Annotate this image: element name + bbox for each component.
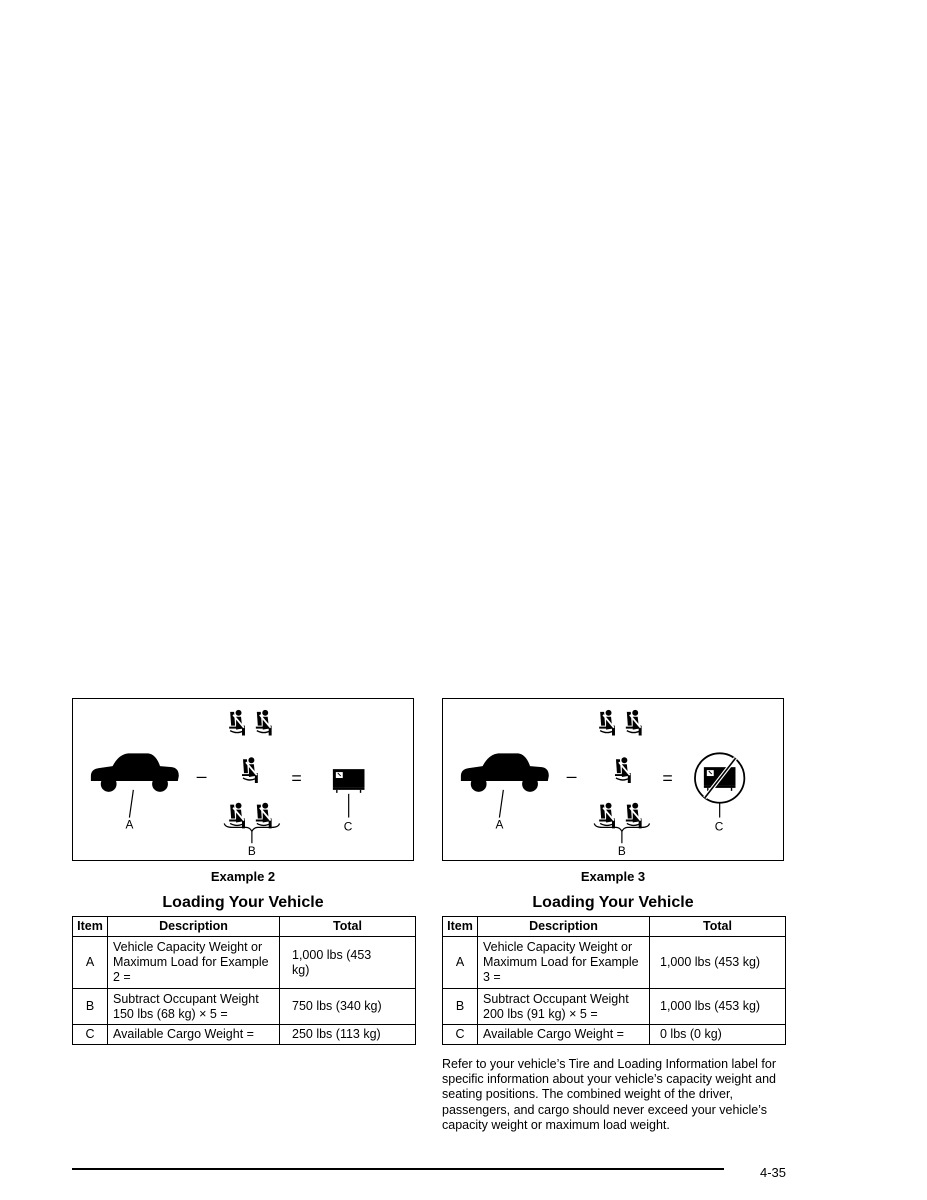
cell-item: B: [443, 989, 478, 1025]
example-3-illustration: [442, 698, 784, 861]
equals-sign: =: [662, 767, 673, 788]
page-number: 4-35: [760, 1165, 787, 1180]
table-header-row: [73, 917, 416, 937]
cell-description: Available Cargo Weight =: [108, 1025, 280, 1045]
table-row: [443, 937, 786, 989]
cell-description: Vehicle Capacity Weight or Maximum Load for Example 3 =: [478, 937, 650, 989]
seatbelt-occupant-icon: [242, 757, 258, 783]
footer-rule: [72, 1168, 724, 1170]
load-diagram: [73, 699, 413, 860]
table-header-row: [443, 917, 786, 937]
header-item: Item: [73, 917, 108, 937]
loading-table-example-2: [72, 916, 416, 1045]
cell-total: 750 lbs (340 kg): [280, 989, 416, 1025]
cell-description: Subtract Occupant Weight 150 lbs (68 kg) × 5 =: [108, 989, 280, 1025]
seatbelt-occupant-icon: [229, 710, 245, 736]
table-title: Loading Your Vehicle: [532, 894, 694, 911]
table-row: [73, 989, 416, 1025]
label-c: C: [714, 819, 724, 834]
no-cargo-icon: [695, 753, 744, 802]
cell-item: A: [73, 937, 108, 989]
label-b: B: [247, 844, 256, 859]
seatbelt-occupant-icon: [626, 803, 642, 829]
table-row: [443, 1025, 786, 1045]
seatbelt-occupant-icon: [256, 803, 272, 829]
cargo-icon: [333, 769, 365, 793]
header-total: Total: [650, 917, 786, 937]
header-description: Description: [108, 917, 280, 937]
figure-caption: Example 2: [210, 869, 276, 884]
label-a: A: [495, 817, 504, 832]
cell-total: 250 lbs (113 kg): [280, 1025, 416, 1045]
header-description: Description: [478, 917, 650, 937]
seatbelt-occupant-icon: [615, 757, 631, 783]
load-diagram: [443, 699, 783, 860]
cell-total: 0 lbs (0 kg): [650, 1025, 786, 1045]
figure-caption: Example 3: [580, 869, 646, 884]
seatbelt-occupant-icon: [599, 803, 615, 829]
cell-item: C: [73, 1025, 108, 1045]
seatbelt-occupant-icon: [229, 803, 245, 829]
table-row: [73, 937, 416, 989]
example-2-illustration: [72, 698, 414, 861]
seatbelt-occupant-icon: [599, 710, 615, 736]
cell-item: A: [443, 937, 478, 989]
cell-total: 1,000 lbs (453 kg): [650, 937, 786, 989]
cell-total: 1,000 lbs (453 kg): [650, 989, 786, 1025]
label-a: A: [125, 817, 134, 832]
header-item: Item: [443, 917, 478, 937]
table-row: [73, 1025, 416, 1045]
table-row: [443, 989, 786, 1025]
car-icon: [91, 753, 179, 792]
cell-description: Subtract Occupant Weight 200 lbs (91 kg) × 5 =: [478, 989, 650, 1025]
cell-description: Available Cargo Weight =: [478, 1025, 650, 1045]
car-icon: [461, 753, 549, 792]
label-b: B: [617, 844, 626, 859]
cell-item: B: [73, 989, 108, 1025]
cell-description: Vehicle Capacity Weight or Maximum Load for Example 2 =: [108, 937, 280, 989]
cell-item: C: [443, 1025, 478, 1045]
equals-sign: =: [291, 767, 302, 788]
loading-info-paragraph: Refer to your vehicle’s Tire and Loading Information label for specific information about your vehicle’s capacity weight and seating positions. The combined weight of the driver, passengers, and cargo should never exceed your vehicle’s capacity weight or maximum load weight.: [442, 1057, 776, 1132]
label-c: C: [343, 819, 353, 834]
minus-sign: –: [566, 765, 577, 786]
header-total: Total: [280, 917, 416, 937]
seatbelt-occupant-icon: [256, 710, 272, 736]
loading-table-example-3: [442, 916, 786, 1045]
table-title: Loading Your Vehicle: [162, 894, 324, 911]
minus-sign: –: [196, 765, 207, 786]
cell-total: 1,000 lbs (453 kg): [280, 937, 416, 989]
seatbelt-occupant-icon: [626, 710, 642, 736]
